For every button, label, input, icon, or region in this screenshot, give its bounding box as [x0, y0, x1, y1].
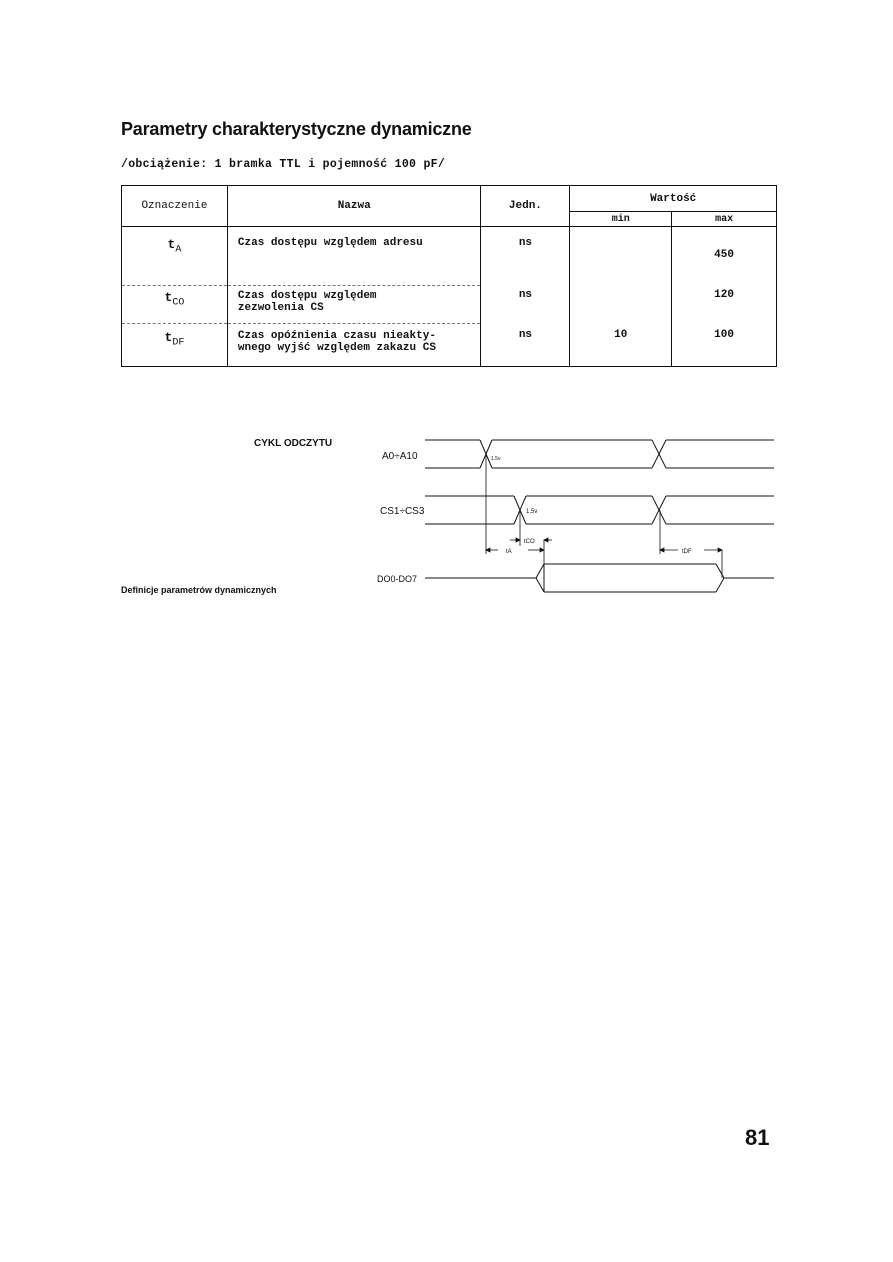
unit-cell: ns	[481, 323, 570, 366]
name-cell: Czas dostępu względem zezwolenia CS	[227, 285, 481, 323]
max-cell: 450	[714, 249, 734, 261]
header-unit: Jedn.	[481, 186, 570, 227]
load-conditions: /obciążenie: 1 bramka TTL i pojemność 100 pF/	[121, 158, 446, 171]
t-a-label: tA	[506, 549, 512, 555]
symbol-cell: $t_{CO}$	[122, 285, 228, 323]
page-title: Parametry charakterystyczne dynamiczne	[121, 119, 472, 139]
min-cell	[570, 285, 672, 323]
cs-waveform	[425, 496, 774, 524]
page-number: 81	[745, 1125, 770, 1150]
table-row	[122, 323, 777, 366]
voltage-label-cs: 1,5v	[526, 509, 538, 515]
max-cell: 100	[714, 329, 734, 341]
symbol-cell: $t_A$	[122, 227, 228, 286]
header-value: Wartość	[570, 186, 777, 212]
name-cell: Czas opóźnienia czasu nieakty- wnego wyjść względem zakazu CS	[227, 323, 481, 366]
parameters-table	[121, 185, 777, 367]
header-max: max	[672, 212, 777, 227]
unit-cell: ns	[481, 285, 570, 323]
unit-cell: ns	[481, 227, 570, 286]
t-co-label: tCO	[524, 539, 535, 545]
header-symbol: Oznaczenie	[122, 186, 228, 227]
read-cycle-label: CYKL ODCZYTU	[254, 438, 333, 449]
max-cell: 120	[714, 289, 734, 301]
header-min: min	[570, 212, 672, 227]
header-name: Nazwa	[227, 186, 481, 227]
timing-diagram	[360, 430, 780, 605]
table-row	[122, 227, 777, 286]
address-waveform	[425, 440, 774, 468]
min-cell: 10	[570, 323, 672, 366]
figure-caption: Definicje parametrów dynamicznych	[121, 585, 277, 595]
signal-data-label: DO0-DO7	[377, 574, 418, 584]
min-cell	[570, 227, 672, 286]
signal-cs-label: CS1÷CS3	[380, 506, 425, 517]
t-df-label: tDF	[682, 549, 692, 555]
voltage-label-address: 1.5v	[491, 456, 501, 462]
table-row	[122, 285, 777, 323]
symbol-cell: $t_{DF}$	[122, 323, 228, 366]
timing-markers	[486, 454, 722, 578]
signal-address-label: A0÷A10	[382, 451, 418, 462]
name-cell: Czas dostępu względem adresu	[227, 227, 481, 286]
